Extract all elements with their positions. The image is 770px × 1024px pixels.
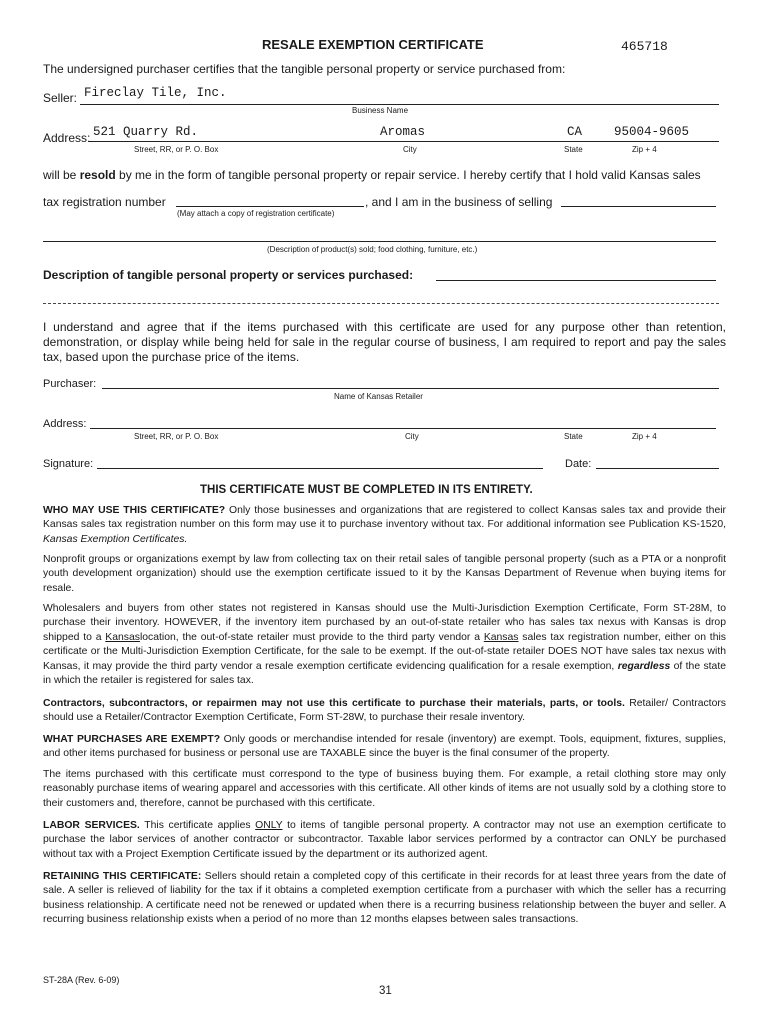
certificate-number: 465718 [621, 39, 668, 54]
purchaser-address-field[interactable] [90, 428, 716, 429]
correspond-paragraph: The items purchased with this certificate must correspond to the type of business buying them. For example, a retail clothing store may only reasonably purchase items of wearing apparel and accessories with this certificate. All other kinds of items are not usually sold by a clothing store to their customers and, therefore, cannot be purchased with this certificate. [43, 769, 726, 809]
purchaser-caption: Name of Kansas Retailer [334, 392, 423, 401]
purchaser-zip-caption: Zip + 4 [632, 432, 657, 441]
understand-paragraph: I understand and agree that if the items purchased with this certificate are used for any purpose other than retention, demonstration, or display while being held for sale in the regular course of business, I am required to report and pay the sales tax, based upon the purchase price of the items. [43, 320, 726, 364]
seller-label: Seller: [43, 91, 78, 105]
completion-notice: THIS CERTIFICATE MUST BE COMPLETED IN ITS ENTIRETY. [200, 484, 533, 496]
address-label: Address: [43, 131, 91, 145]
resold-statement: will be resold by me in the form of tangible personal property or repair service. I hereby certify that I hold valid Kansas sales [43, 168, 701, 182]
description-label: Description of tangible personal property or services purchased: [43, 268, 414, 282]
street-caption: Street, RR, or P. O. Box [134, 145, 219, 154]
purchaser-street-caption: Street, RR, or P. O. Box [134, 432, 219, 441]
tax-reg-label: tax registration number [43, 195, 166, 209]
address-zip-field[interactable]: 95004-9605 [614, 125, 690, 139]
address-state-field[interactable]: CA [567, 125, 583, 139]
exempt-purchases-paragraph: WHAT PURCHASES ARE EXEMPT? Only goods or merchandise intended for resale (inventory) are exempt. Tools, equipment, fixtures, supplies, and other items purchased for business or personal use are TAXABLE since the buyer is the final consumer of the property. [43, 734, 726, 760]
form-title: RESALE EXEMPTION CERTIFICATE [262, 37, 484, 52]
contractors-paragraph: Contractors, subcontractors, or repairmen may not use this certificate to purchase their materials, parts, or tools. Retailer/ Contractors should use a Retailer/Contractor Exemption Certificate, Form ST-28W, to purchase their resale inventory. [43, 698, 727, 724]
business-selling-label: , and I am in the business of selling [365, 195, 553, 209]
description-field[interactable] [436, 280, 716, 281]
purchaser-city-caption: City [405, 432, 419, 441]
state-caption: State [564, 145, 583, 154]
retaining-paragraph: RETAINING THIS CERTIFICATE: Sellers should retain a completed copy of this certificate in their records for at least three years from the date of sale. A seller is relieved of liability for the tax if it obtains a completed exemption certificate from a purchaser with which the seller has a recurring business relationship. A certificate need not be renewed or updated when there is a recurring business relationship between the buyer and seller. A recurring business relationship exists when a period of no more than 12 months elapses between sales transactions. [43, 871, 726, 926]
page-number: 31 [379, 985, 392, 997]
purchaser-state-caption: State [564, 432, 583, 441]
tax-reg-field[interactable] [176, 206, 364, 207]
city-caption: City [403, 145, 417, 154]
date-field[interactable] [596, 468, 719, 469]
form-number: ST-28A (Rev. 6-09) [43, 975, 120, 985]
address-street-field[interactable]: 521 Quarry Rd. [93, 125, 199, 139]
seller-field[interactable]: Fireclay Tile, Inc. [84, 86, 227, 100]
nonprofit-paragraph: Nonprofit groups or organizations exempt by law from collecting tax on their retail sales of tangible personal property (such as a PTA or a nonprofit youth development organization) should use the exemption certificate issued to it by the Kansas Department of Revenue when buying items for resale. [43, 554, 726, 594]
purchaser-field[interactable] [102, 388, 719, 389]
labor-services-paragraph: LABOR SERVICES. This certificate applies ONLY to items of tangible personal property. A contractor may not use an exemption certificate to purchase the labor services of another contractor or subcontractor. Taxable labor services performed by a contractor can ONLY be purchased without tax with a Project Exemption Certificate issued by the department or its authorized agent. [43, 820, 726, 860]
business-selling-field[interactable] [561, 206, 716, 207]
who-may-use-paragraph: WHO MAY USE THIS CERTIFICATE? Only those businesses and organizations that are registered to collect Kansas sales tax and provide their Kansas sales tax registration number on this form may use it to purchase inventory without tax. For additional information see Publication KS-1520, Kansas Exemption Certificates. [43, 505, 726, 545]
tax-reg-caption: (May attach a copy of registration certificate) [177, 209, 335, 218]
date-label: Date: [565, 458, 592, 470]
zip-caption: Zip + 4 [632, 145, 657, 154]
product-caption: (Description of product(s) sold; food clothing, furniture, etc.) [267, 245, 478, 254]
address-line [88, 141, 719, 142]
purchaser-label: Purchaser: [43, 378, 97, 390]
address-city-field[interactable]: Aromas [380, 125, 426, 139]
business-name-caption: Business Name [352, 106, 409, 115]
description-continuation-line[interactable] [43, 303, 719, 304]
seller-line [80, 104, 719, 105]
signature-field[interactable] [97, 468, 543, 469]
purchaser-address-label: Address: [43, 418, 87, 430]
product-description-field[interactable] [43, 241, 716, 242]
intro-text: The undersigned purchaser certifies that the tangible personal property or service purchased from: [43, 62, 566, 76]
signature-label: Signature: [43, 458, 94, 470]
wholesalers-paragraph: Wholesalers and buyers from other states not registered in Kansas should use the Multi-Jurisdiction Exemption Certificate, Form ST-28M, to purchase their inventory. HOWEVER, if the inventory item purchased by an out-of-state retailer who has sales tax nexus with Kansas is drop shipped to a Kansaslocation, the out-of-state retailer must provide to the third party vendor a Kansas sales tax registration number, either on this certificate or the Multi-Jurisdiction Exemption Certificate, for the sale to be exempt. If the out-of-state retailer DOES NOT have sales tax nexus with Kansas, it may provide the third party vendor a resale exemption certificate evidencing qualification for a resale exemption, regardless of the state in which the retailer is registered for sales tax. [43, 603, 726, 687]
